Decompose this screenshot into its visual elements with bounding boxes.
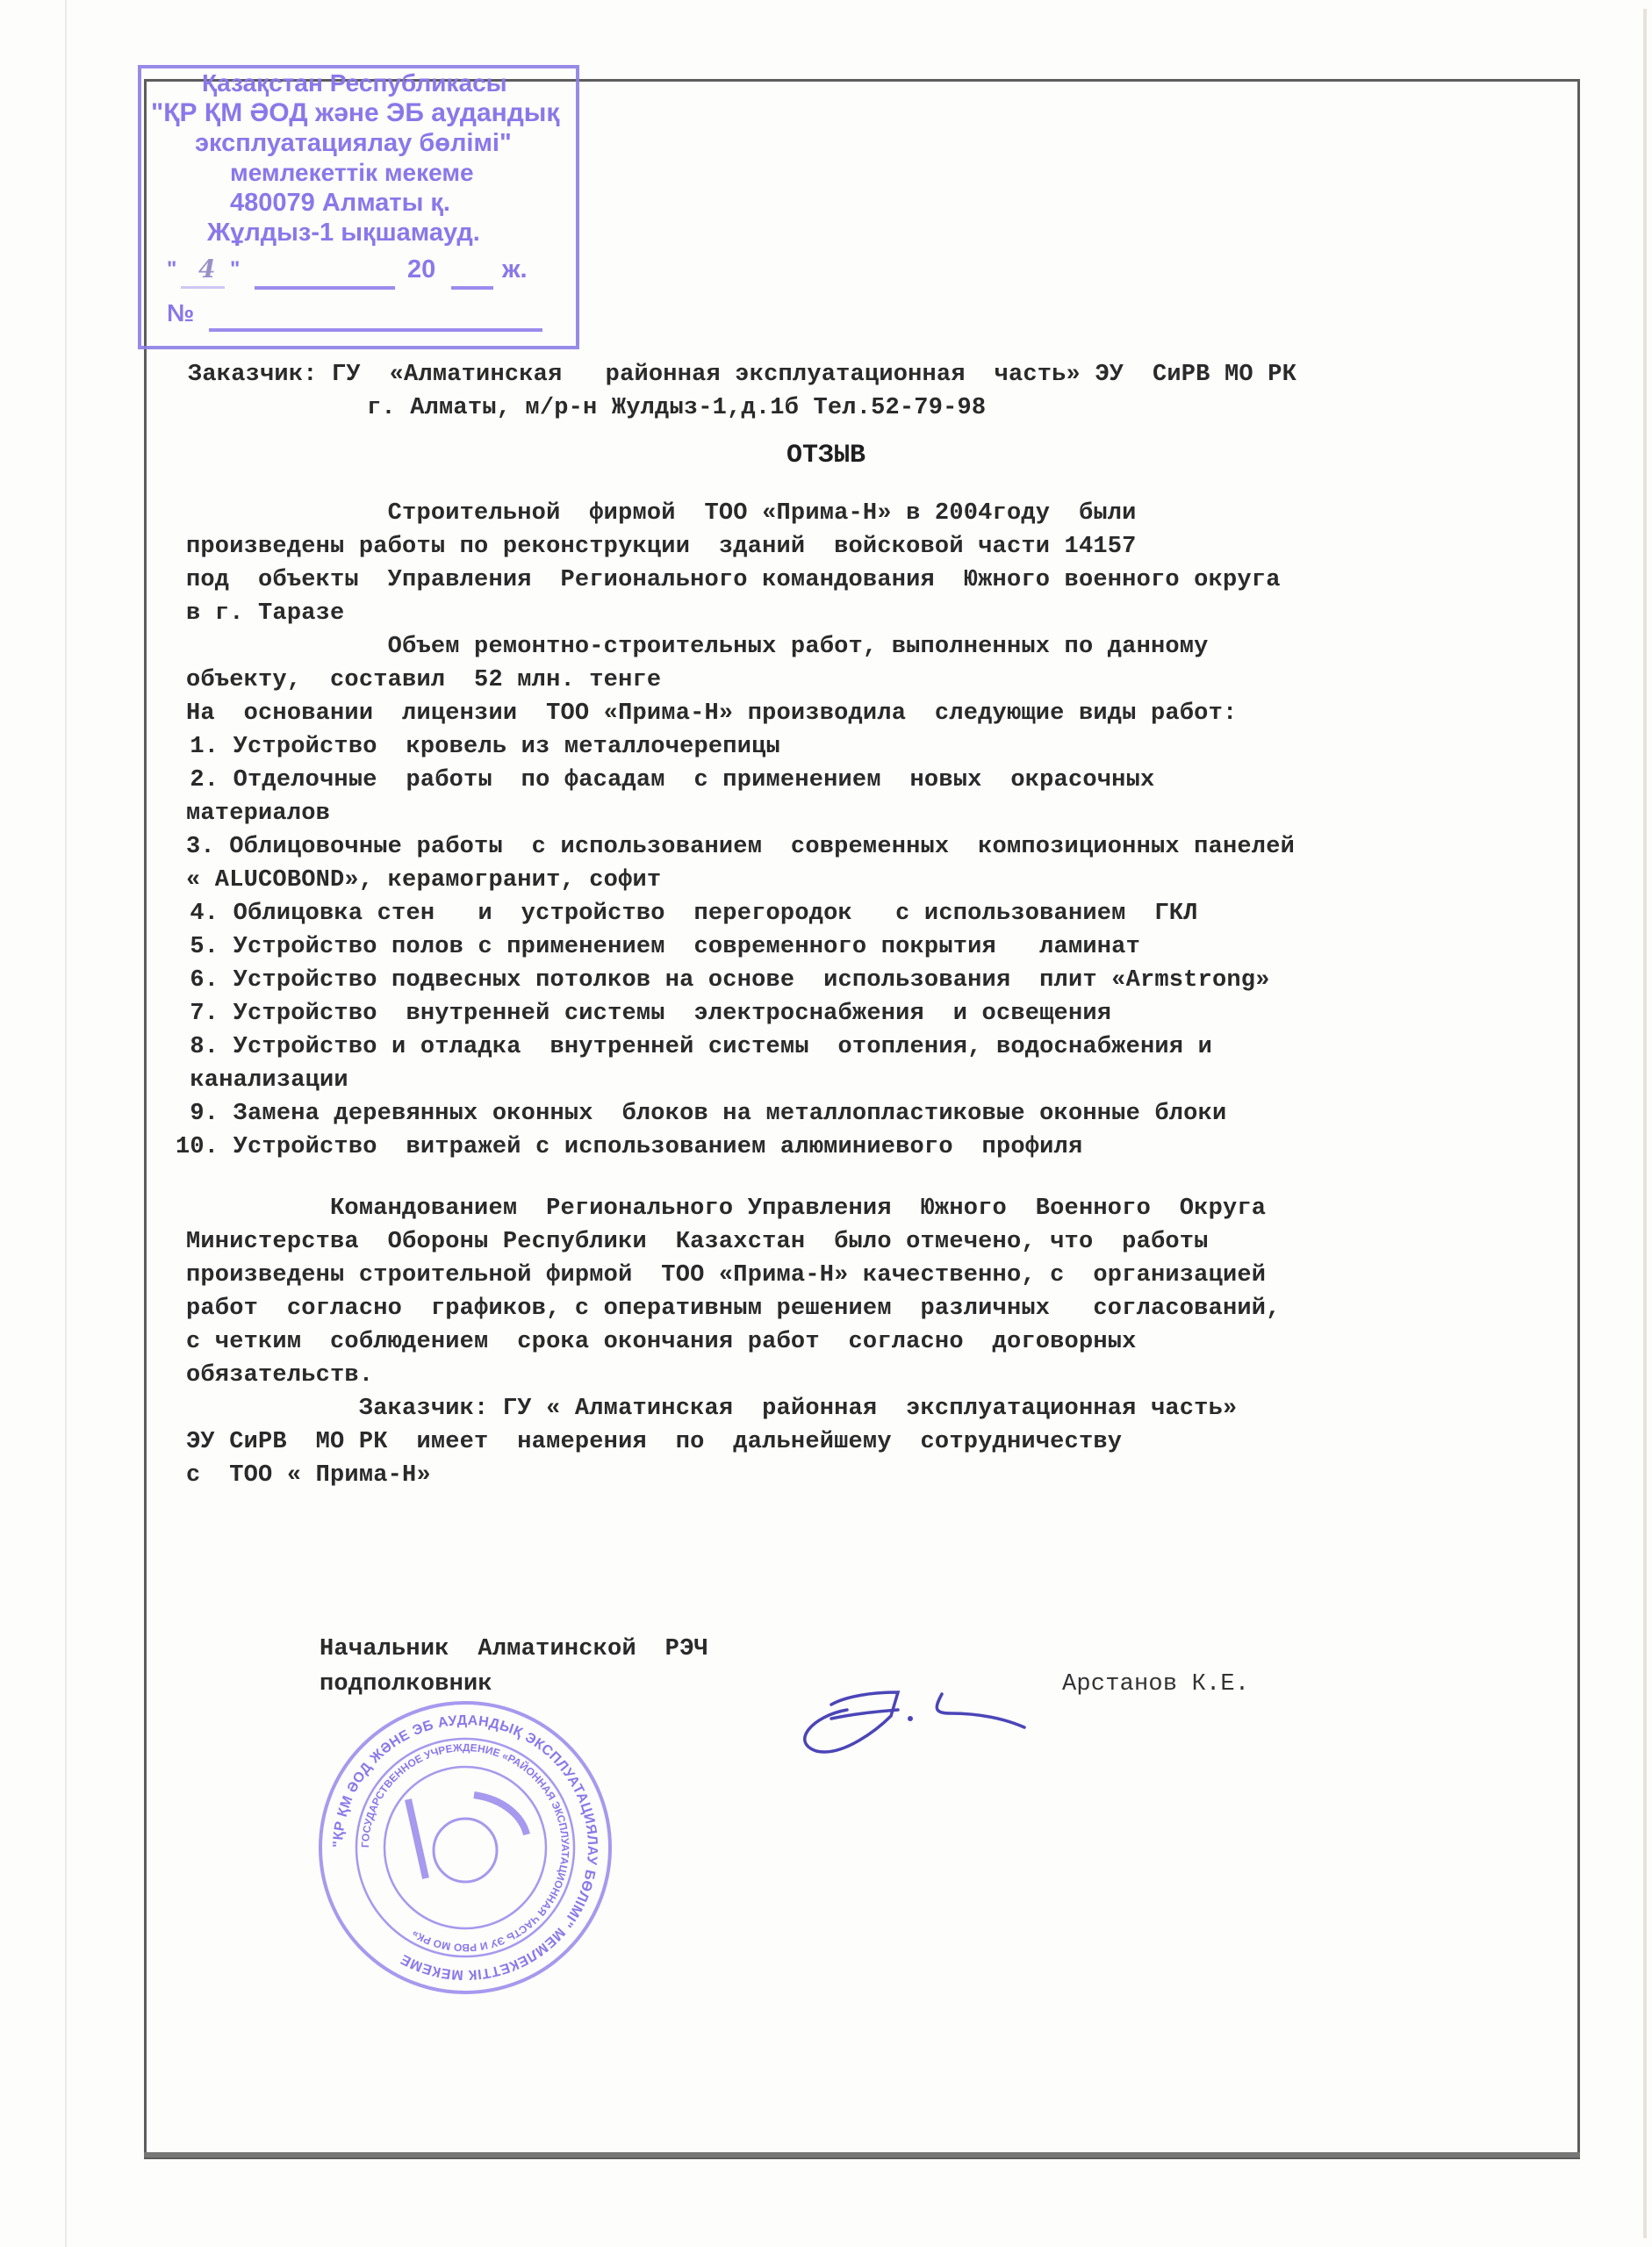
stamp-year-rule [451,286,493,290]
paragraph-2-line: На основании лицензии ТОО «Прима-Н» производила следующие виды работ: [186,700,1238,727]
work-list-item: 1. Устройство кровель из металлочерепицы [176,734,780,760]
paragraph-4-line: Заказчик: ГУ « Алматинская районная эксплуатационная часть» [186,1396,1238,1422]
work-list-item: канализации [176,1067,348,1094]
seal-outer-text: "ҚР ҚМ ӘОД ЖӘНЕ ЭБ АУДАНДЫҚ ЭКСПЛУАТАЦИЯЛАУ БӨЛІМІ" МЕМЛЕКЕТТІК МЕКЕМЕ [330,1712,600,1983]
work-list-item: 2. Отделочные работы по фасадам с применением новых окрасочных [176,767,1155,793]
paragraph-3-line: с четким соблюдением срока окончания работ согласно договорных [186,1329,1137,1355]
stamp-number-label: № [167,299,195,327]
stamp-line-1: Қазақстан Республикасы [202,69,507,97]
signer-name: Арстанов К.Е. [1062,1671,1250,1698]
paragraph-3-line: обязательств. [186,1362,374,1389]
header-address-line: г. Алматы, м/р-н Жулдыз-1,д.1б Тел.52-79-98 [367,395,987,421]
stamp-day-rule [181,286,225,289]
work-list-item: 6. Устройство подвесных потолков на основе использования плит «Armstrong» [176,967,1270,994]
paragraph-4-line: с ТОО « Прима-Н» [186,1462,431,1489]
paragraph-3-line: работ согласно графиков, с оперативным решением различных согласований, [186,1296,1281,1322]
signer-position-line-1: Начальник Алматинской РЭЧ [320,1636,708,1662]
svg-text:ГОСУДАРСТВЕННОЕ УЧРЕЖДЕНИЕ «РА [359,1741,571,1954]
stamp-line-4: мемлекеттік мекеме [230,159,474,186]
page-edge-left [65,0,67,2247]
round-seal [312,1694,619,2001]
stamp-line-2: "ҚР ҚМ ӘОД және ЭБ аудандық [151,98,560,127]
paragraph-2-line: объекту, составил 52 млн. тенге [186,667,662,693]
paragraph-3-line: Министерства Обороны Республики Казахстан было отмечено, что работы [186,1229,1209,1255]
stamp-date-open-quote: " [167,257,177,281]
signer-position-line-2: подполковник [320,1671,492,1698]
handwritten-signature [794,1668,1058,1764]
work-list-item: 7. Устройство внутренней системы электроснабжения и освещения [176,1001,1112,1027]
paragraph-1-line: в г. Таразе [186,600,345,627]
stamp-date-day: 4 [198,255,216,284]
stamp-date-close-quote: " [230,257,241,281]
page-edge-right [1643,9,1647,2238]
paragraph-1-line: произведены работы по реконструкции зданий войсковой части 14157 [186,534,1137,560]
work-list-item: 3. Облицовочные работы с использованием современных композиционных панелей [186,834,1296,860]
stamp-date-suffix: ж. [502,255,528,284]
paragraph-1-line: Строительной фирмой ТОО «Прима-Н» в 2004году были [186,500,1137,527]
work-list-item: 8. Устройство и отладка внутренней системы отопления, водоснабжения и [176,1034,1212,1060]
paragraph-4-line: ЭУ СиРВ МО РК имеет намерения по дальнейшему сотрудничеству [186,1429,1123,1455]
stamp-month-rule [255,286,395,290]
work-list-item: 9. Замена деревянных оконных блоков на металлопластиковые оконные блоки [176,1101,1227,1127]
seal-inner-text: ГОСУДАРСТВЕННОЕ УЧРЕЖДЕНИЕ «РАЙОННАЯ ЭКСПЛУАТАЦИОННАЯ ЧАСТЬ ЭУ И РВО МО РК» [358,1741,572,1955]
work-list-item: 5. Устройство полов с применением современного покрытия ламинат [176,934,1140,960]
stamp-line-5: 480079 Алматы қ. [230,189,450,217]
header-customer-line: Заказчик: ГУ «Алматинская районная эксплуатационная часть» ЭУ СиРВ МО РК [188,362,1297,388]
paragraph-3-line: произведены строительной фирмой ТОО «Прима-Н» качественно, с организацией [186,1262,1267,1289]
work-list-item: 10. Устройство витражей с использованием алюминиевого профиля [176,1134,1083,1160]
document-title: ОТЗЫВ [786,441,866,470]
work-list-item: материалов [186,800,331,827]
frame-bottom-rule [144,2152,1580,2157]
work-list-item: 4. Облицовка стен и устройство перегородок с использованием ГКЛ [176,901,1198,927]
work-list-item: « ALUCOBOND», керамогранит, софит [186,867,662,894]
stamp-line-6: Жұлдыз-1 ықшамауд. [207,219,480,247]
stamp-number-rule [209,328,542,332]
stamp-line-3: эксплуатациялау бөлімі" [195,129,512,157]
stamp-year-prefix: 20 [407,255,436,284]
paragraph-2-line: Объем ремонтно-строительных работ, выполненных по данному [186,634,1209,660]
paragraph-3-line: Командованием Регионального Управления Южного Военного Округа [186,1195,1267,1222]
paragraph-1-line: под объекты Управления Регионального командования Южного военного округа [186,567,1281,593]
